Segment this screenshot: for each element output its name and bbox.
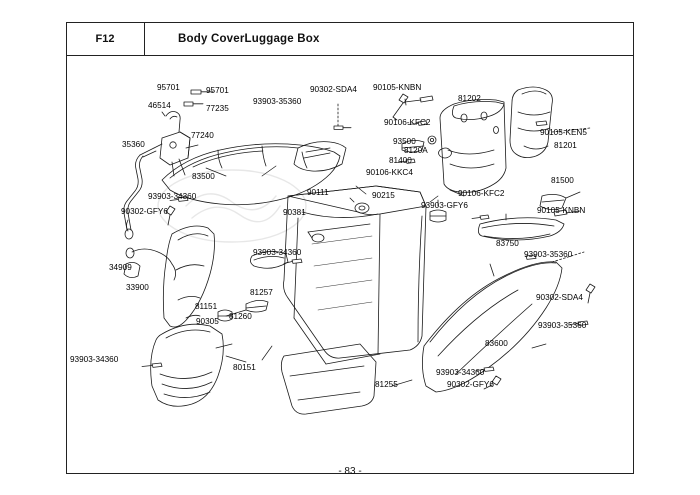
label-90302-SDA4-a: 90302-SDA4 xyxy=(310,85,357,94)
label-81260: 81260 xyxy=(229,312,252,321)
part-90302-SDA4-screw-b xyxy=(586,284,595,303)
page-number: - 83 - xyxy=(338,466,362,477)
label-90381: 90381 xyxy=(283,208,306,217)
part-93903-34360-screw-b xyxy=(284,259,302,264)
label-93903-35360-c: 93903-35360 xyxy=(538,321,587,330)
label-95701-a: 95701 xyxy=(157,83,180,92)
label-81257: 81257 xyxy=(250,288,273,297)
label-93903-GFY6-a: 93903-GFY6 xyxy=(421,201,468,210)
watermark-logo xyxy=(158,170,306,242)
label-90302-GFY6-b: 90302-GFY6 xyxy=(447,380,494,389)
label-81500: 81500 xyxy=(551,176,574,185)
label-90305: 90305 xyxy=(196,317,219,326)
label-93903-34360-c: 93903-34360 xyxy=(70,355,119,364)
label-80151: 80151 xyxy=(233,363,256,372)
label-34909: 34909 xyxy=(109,263,132,272)
label-81255: 81255 xyxy=(375,380,398,389)
label-90105-KEN5: 90105-KEN5 xyxy=(540,128,587,137)
label-83750: 83750 xyxy=(496,239,519,248)
part-33900-cable xyxy=(126,248,176,280)
label-81201: 81201 xyxy=(554,141,577,150)
part-93903-GFY6-screw-a xyxy=(472,215,489,219)
label-77240: 77240 xyxy=(191,131,214,140)
label-93500: 93500 xyxy=(393,137,416,146)
label-81400: 81400 xyxy=(389,156,412,165)
label-90302-SDA4-b: 90302-SDA4 xyxy=(536,293,583,302)
label-93903-35360-b: 93903-35360 xyxy=(524,250,573,259)
label-90106-KFC2-b: 90106-KFC2 xyxy=(458,189,505,198)
part-93500-washer xyxy=(428,136,436,144)
label-8120A: 8120A xyxy=(404,146,428,155)
label-90302-GFY6-a: 90302-GFY6 xyxy=(121,207,168,216)
part-81260-hinge xyxy=(246,300,268,312)
part-93903-35360-screw-a xyxy=(334,126,351,129)
part-77235-lock-assembly xyxy=(154,112,198,177)
luggage-box-interior-detail xyxy=(312,236,372,310)
page-title: Body CoverLuggage Box xyxy=(178,33,320,45)
label-81151: 81151 xyxy=(195,302,218,311)
label-90111: 90111 xyxy=(307,188,329,197)
figure-code: F12 xyxy=(66,22,145,56)
label-33900: 33900 xyxy=(126,283,149,292)
label-90215: 90215 xyxy=(372,191,395,200)
label-35360: 35360 xyxy=(122,140,145,149)
part-90381-bushing xyxy=(308,232,324,242)
label-90105-KNBN-b: 90105-KNBN xyxy=(537,206,586,215)
label-93903-34360-a: 93903-34360 xyxy=(148,192,197,201)
part-90105-KNBN-bolt-a xyxy=(405,96,433,105)
label-83500: 83500 xyxy=(192,172,215,181)
title-bar xyxy=(66,22,634,56)
part-83750-grab-rail xyxy=(478,214,564,240)
label-93903-34360-b: 93903-34360 xyxy=(253,248,302,257)
label-83600: 83600 xyxy=(485,339,508,348)
part-81255-bottom-flap xyxy=(281,344,376,414)
label-77235: 77235 xyxy=(206,104,229,113)
label-93903-34360-d: 93903-34360 xyxy=(436,368,485,377)
part-93903-34360-screw-c xyxy=(142,363,162,367)
label-95701-b: 95701 xyxy=(206,86,229,95)
label-90105-KNBN-a: 90105-KNBN xyxy=(373,83,422,92)
label-90106-KFC2-a: 90106-KFC2 xyxy=(384,118,431,127)
part-rear-small-cover xyxy=(294,142,346,172)
part-80151-rear-fender xyxy=(151,324,232,406)
label-90106-KKC4: 90106-KKC4 xyxy=(366,168,413,177)
part-90105-KEN5-bolt xyxy=(536,121,547,126)
diagram-artwork xyxy=(66,56,634,474)
part-81151-inner-panel xyxy=(163,226,214,327)
label-93903-35360-a: 93903-35360 xyxy=(253,97,302,106)
part-8120A-clip xyxy=(439,148,452,158)
label-81202: 81202 xyxy=(458,94,481,103)
part-81202-luggage-box xyxy=(440,100,506,193)
label-46514: 46514 xyxy=(148,101,171,110)
part-90302-SDA4-screw-a xyxy=(393,94,408,120)
